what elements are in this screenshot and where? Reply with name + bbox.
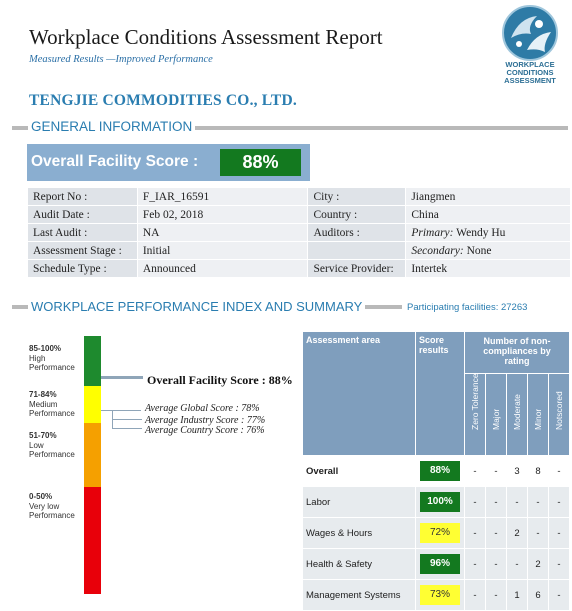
logo-text: WORKPLACE CONDITIONS ASSESSMENT <box>504 60 556 85</box>
info-label: City : <box>308 188 406 206</box>
average-industry-score: Average Industry Score : 77% <box>145 415 266 426</box>
info-value: F_IAR_16591 <box>137 188 308 206</box>
general-info-table <box>27 187 571 278</box>
count-cell: - <box>464 580 485 611</box>
report-title: Workplace Conditions Assessment Report <box>29 25 383 49</box>
auditor-name: None <box>466 244 492 257</box>
average-pointer-line <box>112 419 142 420</box>
auditor-role: Secondary: <box>411 244 464 257</box>
info-label: Assessment Stage : <box>28 242 138 260</box>
performance-bar-very-low <box>84 487 101 594</box>
info-value: Announced <box>137 260 308 278</box>
info-value: Feb 02, 2018 <box>137 206 308 224</box>
info-value: NA <box>137 224 308 242</box>
count-cell: 3 <box>506 456 527 487</box>
area-name: Labor <box>303 487 416 518</box>
score-cell <box>416 518 465 549</box>
count-cell: - <box>485 518 506 549</box>
count-cell: - <box>464 549 485 580</box>
header-score-results: Score results <box>416 332 465 456</box>
info-row <box>28 206 571 224</box>
count-cell: - <box>548 518 569 549</box>
average-pointer-line <box>101 410 141 411</box>
info-row <box>28 188 571 206</box>
band-label-medium: 71-84% Medium Performance <box>29 390 75 418</box>
info-label <box>308 242 406 260</box>
count-cell: - <box>464 456 485 487</box>
info-value: Intertek <box>406 260 571 278</box>
info-value: Initial <box>137 242 308 260</box>
info-value: China <box>406 206 571 224</box>
header-non-compliances: Number of non-compliances by rating <box>464 332 569 374</box>
table-row <box>303 580 570 611</box>
score-chip: 88% <box>420 461 460 481</box>
score-cell <box>416 580 465 611</box>
score-cell <box>416 487 465 518</box>
performance-bar-medium <box>84 386 101 423</box>
info-label: Schedule Type : <box>28 260 138 278</box>
performance-bar-low <box>84 423 101 487</box>
score-chip: 73% <box>420 585 460 605</box>
score-chip: 72% <box>420 523 460 543</box>
overall-score-value: 88% <box>220 149 301 176</box>
header-moderate: Moderate <box>506 374 527 456</box>
score-cell <box>416 456 465 487</box>
area-name: Wages & Hours <box>303 518 416 549</box>
area-name: Health & Safety <box>303 549 416 580</box>
count-cell: - <box>485 487 506 518</box>
info-label: Country : <box>308 206 406 224</box>
info-label: Service Provider: <box>308 260 406 278</box>
info-row <box>28 260 571 278</box>
count-cell: 6 <box>527 580 548 611</box>
average-global-score: Average Global Score : 78% <box>145 403 260 414</box>
count-cell: - <box>464 518 485 549</box>
info-value <box>406 242 571 260</box>
info-row <box>28 242 571 260</box>
band-label-high: 85-100% High Performance <box>29 344 75 372</box>
info-label: Report No : <box>28 188 138 206</box>
participating-facilities: Participating facilities: 27263 <box>407 302 528 313</box>
info-value: Jiangmen <box>406 188 571 206</box>
band-label-low: 51-70% Low Performance <box>29 431 75 459</box>
area-name: Management Systems <box>303 580 416 611</box>
count-cell: - <box>506 487 527 518</box>
count-cell: - <box>548 456 569 487</box>
info-label: Audit Date : <box>28 206 138 224</box>
overall-score-label: Overall Facility Score : <box>31 153 199 170</box>
report-subtitle: Measured Results —Improved Performance <box>29 54 213 65</box>
count-cell: 2 <box>527 549 548 580</box>
count-cell: - <box>485 549 506 580</box>
company-name: TENGJIE COMMODITIES CO., LTD. <box>29 92 297 109</box>
table-row <box>303 487 570 518</box>
overall-score-pointer: Overall Facility Score : 88% <box>147 373 293 387</box>
summary-heading: WORKPLACE PERFORMANCE INDEX AND SUMMARY <box>28 299 365 314</box>
general-info-heading: GENERAL INFORMATION <box>28 119 195 134</box>
auditor-name: Wendy Hu <box>456 226 506 239</box>
count-cell: - <box>506 549 527 580</box>
auditor-role: Primary: <box>411 226 454 239</box>
average-country-score: Average Country Score : 76% <box>145 425 265 436</box>
performance-summary-table <box>302 331 570 611</box>
band-label-very-low: 0-50% Very low Performance <box>29 492 75 520</box>
count-cell: - <box>527 487 548 518</box>
info-row <box>28 224 571 242</box>
area-name: Overall <box>303 456 416 487</box>
info-label: Auditors : <box>308 224 406 242</box>
header-assessment-area: Assessment area <box>303 332 416 456</box>
overall-score-banner <box>27 144 310 181</box>
count-cell: 2 <box>506 518 527 549</box>
header-minor: Minor <box>527 374 548 456</box>
count-cell: - <box>485 580 506 611</box>
average-pointer-line <box>112 428 142 429</box>
header-major: Major <box>485 374 506 456</box>
overall-pointer-line <box>101 376 143 379</box>
performance-bar-high <box>84 336 101 386</box>
table-row <box>303 518 570 549</box>
score-chip: 96% <box>420 554 460 574</box>
score-cell <box>416 549 465 580</box>
count-cell: - <box>548 487 569 518</box>
header-zero-tolerance: Zero Tolerance <box>464 374 485 456</box>
count-cell: 1 <box>506 580 527 611</box>
count-cell: - <box>485 456 506 487</box>
info-value <box>406 224 571 242</box>
count-cell: - <box>464 487 485 518</box>
header-notscored: Notscored <box>548 374 569 456</box>
table-row <box>303 456 570 487</box>
count-cell: - <box>548 549 569 580</box>
count-cell: 8 <box>527 456 548 487</box>
count-cell: - <box>527 518 548 549</box>
count-cell: - <box>548 580 569 611</box>
score-chip: 100% <box>420 492 460 512</box>
info-label: Last Audit : <box>28 224 138 242</box>
table-row <box>303 549 570 580</box>
